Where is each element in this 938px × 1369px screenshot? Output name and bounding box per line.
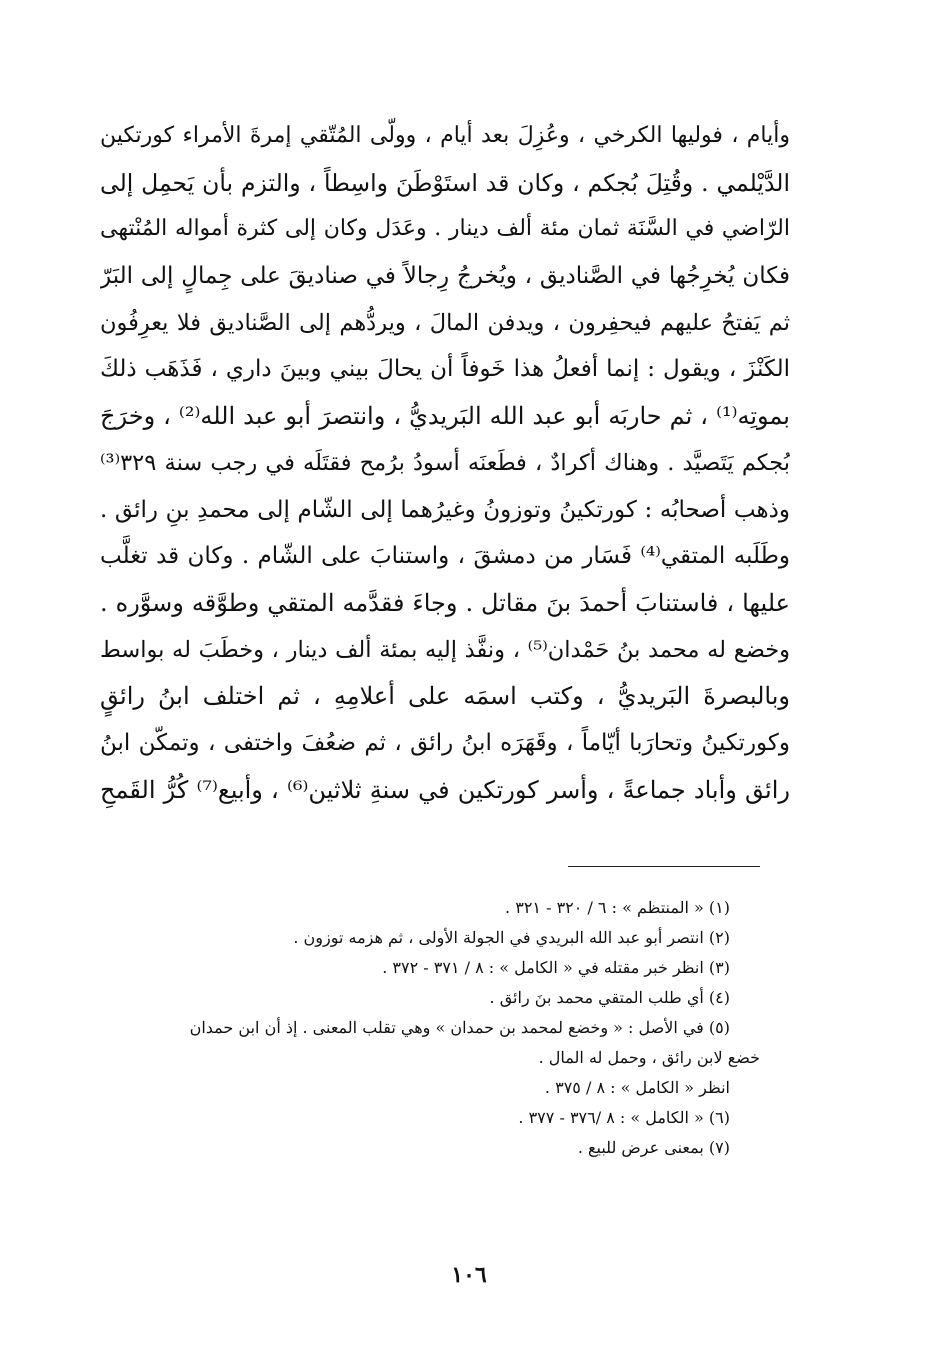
- text-line: رائق وأباد جماعةً ، وأسر كورتكين في سنةِ ثلاثين⁽⁶⁾ ، وأبيع⁽⁷⁾ كُرُّ القَمحِ: [100, 775, 790, 804]
- footnote: (٥) في الأصل : « وخضع لمحمد بن حمدان » وهي تقلب المعنى . إذ أن ابن حمدان: [189, 1018, 730, 1037]
- text-line: وأيام ، فوليها الكرخي ، وعُزِلَ بعد أيام ، وولّى المُتّقي إمرةَ الأمراء كورتكين: [100, 123, 790, 148]
- text-line: عليها ، فاستنابَ أحمدَ بنَ مقاتل . وجاءَ فقدَّمه المتقي وطوَّقه وسوَّره .: [100, 588, 790, 617]
- text-line: وخضع له محمد بنُ حَمْدان⁽⁵⁾ ، ونفَّذ إليه بمئة ألف دينار ، وخطَبَ له بواسط: [100, 636, 790, 663]
- text-line: بُجكم يَتَصيَّد . وهناك أكرادٌ ، فطَعنَه أسودُ برُمح فقتَلَه في رجب سنة ٣٢٩⁽³⁾: [100, 449, 790, 476]
- footnote: (٧) بمعنى عرض للبيع .: [577, 1138, 730, 1157]
- text-line: وبالبصرةَ البَريديُّ ، وكتب اسمَه على أعلامِهِ ، ثم اختلف ابنُ رائقٍ: [100, 682, 790, 711]
- text-line: وكورتكينُ وتحارَبا أيّاماً ، وقَهَرَه ابنُ رائق ، ثم ضعُفَ واختفى ، وتمكّن ابنُ: [100, 729, 790, 756]
- footnote: (١) « المنتظم » : ٦ / ٣٢٠ - ٣٢١ .: [505, 898, 730, 917]
- footnote: (٤) أي طلب المتقي محمد بنَ رائق .: [489, 988, 730, 1007]
- text-line: فكان يُخرِجُها في الصَّناديق ، ويُخرجُ رِجالاً في صناديقَ على جِمالٍ إلى البَرّ: [100, 263, 790, 290]
- text-line: الرّاضي في السَّنَة ثمان مئة ألف دينار . وعَدَل وكان إلى كثرة أمواله المُنْتهى: [100, 216, 790, 242]
- text-line: بموتِه⁽¹⁾ ، ثم حاربَه أبو عبد الله البَريديُّ ، وانتصرَ أبو عبد الله⁽²⁾ ، وخرَجَ: [100, 402, 790, 431]
- page-number: ١٠٦: [451, 1262, 487, 1288]
- text-line: الدَّيْلمي . وقُتِلَ بُجكم ، وكان قد استَوْطَنَ واسِطاً ، والتزم بأن يَحمِل إلى: [100, 168, 790, 197]
- footnote: (٢) انتصر أبو عبد الله البريدي في الجولة الأولى ، ثم هزمه توزون .: [293, 928, 730, 947]
- footnotes: [100, 893, 760, 1163]
- text-line: وذهب أصحابُه : كورتكينُ وتوزونُ وغيرُهما إلى الشّام إلى محمدِ بنِ رائق .: [100, 496, 790, 523]
- footnote: انظر « الكامل » : ٨ / ٣٧٥ .: [544, 1078, 730, 1097]
- footnote-continuation: خضع لابن رائق ، وحمل له المال .: [538, 1048, 760, 1067]
- text-line: ثم يَفتحُ عليهم فيحفِرون ، ويدفن المالَ ، ويردُّهم إلى الصَّناديق فلا يعرِفُون: [100, 309, 790, 336]
- footnote-separator: [568, 866, 760, 867]
- footnote: (٣) انظر خبر مقتله في « الكامل » : ٨ / ٣٧١ - ٣٧٢ .: [382, 958, 730, 977]
- main-text: [100, 113, 790, 813]
- text-line: الكَنْزَ ، ويقول : إنما أفعلُ هذا خَوفاً أن يحالَ بيني وبينَ داري ، فَذَهَب ذلكَ: [100, 356, 790, 383]
- footnote: (٦) « الكامل » : ٨ /٣٧٦ - ٣٧٧ .: [518, 1108, 730, 1127]
- text-line: وطَلَبه المتقي⁽⁴⁾ فَسَار من دمشقَ ، واستنابَ على الشّام . وكان قد تغلَّب: [100, 543, 790, 570]
